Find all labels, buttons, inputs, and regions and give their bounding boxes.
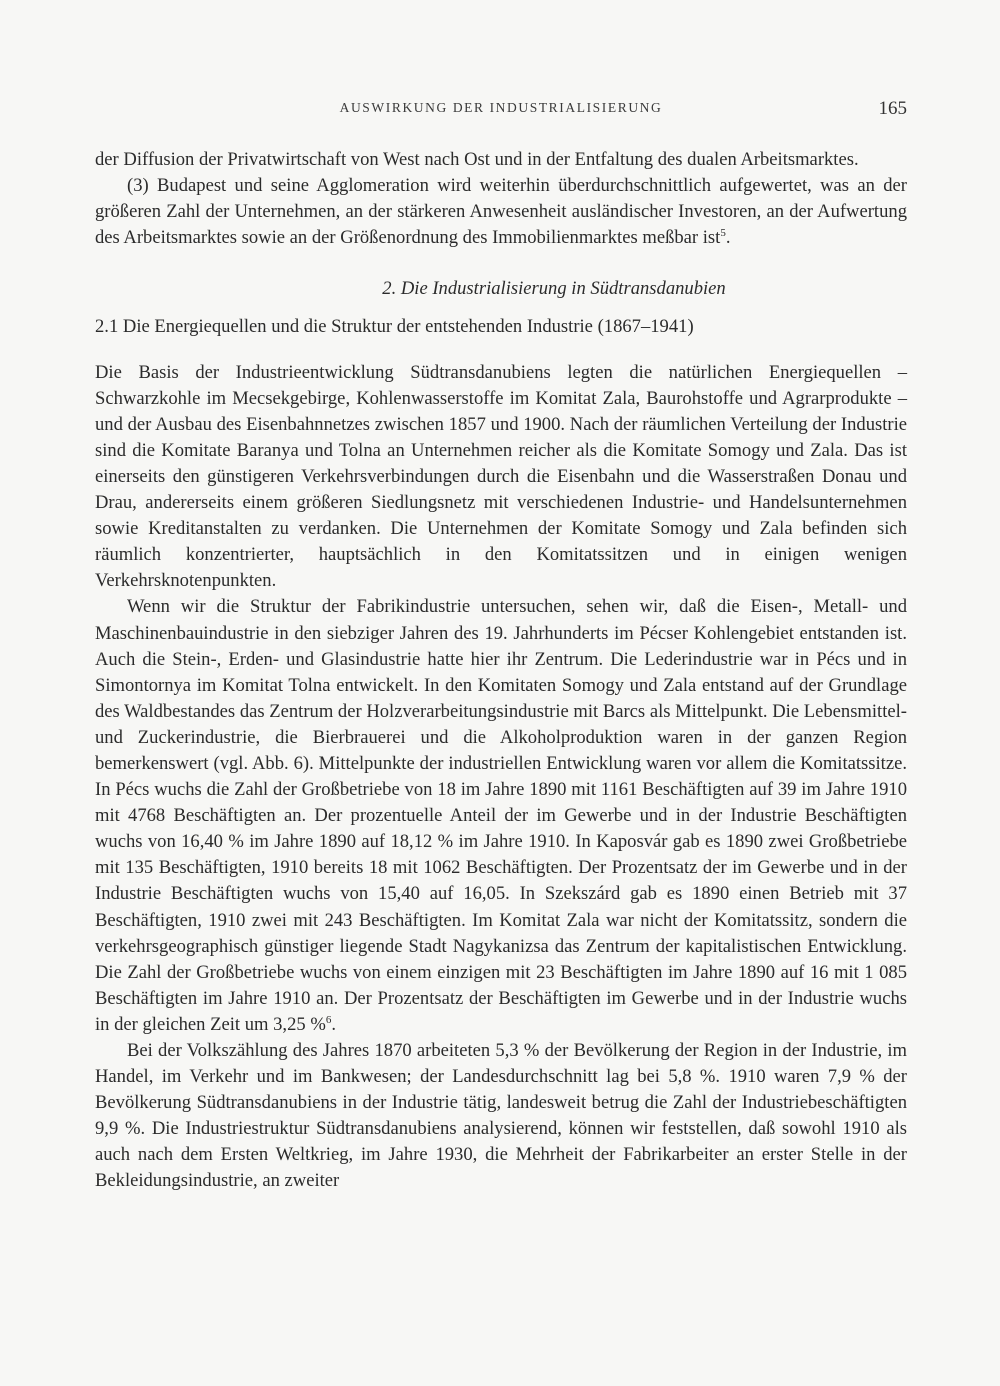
paragraph-4 — [95, 594, 907, 1038]
paragraph-1 — [95, 147, 907, 173]
subsection-heading: 2.1 Die Energiequellen und die Struktur der entstehenden Industrie (1867–1941) — [95, 316, 694, 338]
body-text — [95, 147, 907, 1195]
paragraph-5 — [95, 1038, 907, 1195]
paragraph-1-text: der Diffusion der Privatwirtschaft von West nach Ost und in der Entfaltung des dualen Arbeitsmarktes. — [95, 149, 859, 170]
running-title: AUSWIRKUNG DER INDUSTRIALISIERUNG — [339, 100, 663, 115]
paragraph-2-end: . — [725, 227, 731, 249]
page-number: 165 — [878, 98, 907, 119]
paragraph-2-text: (3) Budapest und seine Agglomeration wird weiterhin überdurchschnittlich aufgewertet, was an der größeren Zahl der Unternehmen, an der stärkeren Anwesenheit ausländischer Investoren, an der Aufwertung des Arbeitsmarktes sowie an der Größenordnung des Immobilienmarktes meßbar ist — [95, 175, 907, 249]
paragraph-3 — [95, 360, 907, 595]
paragraph-3-text: Die Basis der Industrieentwicklung Südtransdanubiens legten die natürlichen Energiequellen – Schwarzkohle im Mecsekgebirge, Kohlenwasserstoffe im Komitat Zala, Baurohstoffe und Agrarprodukte – und der Ausbau des Eisenbahnnetzes zwischen 1857 und 1900. Nach der räumlichen Verteilung der Industrie sind die Komitate Baranya und Tolna an Unternehmen reicher als die Komitate Somogy und Zala. Das ist einerseits den günstigeren Verkehrsverbindungen durch die Eisenbahn und die Wasserstraßen Donau und Drau, andererseits einem größeren Siedlungsnetz mit verschiedenen Industrie- und Handelsunternehmen sowie Kreditanstalten zu verdanken. Die Unternehmen der Komitate Somogy und Zala befinden sich räumlich konzentrierter, hauptsächlich in den Komitatssitzen und in einigen wenigen Verkehrsknotenpunkten. — [95, 361, 907, 592]
paragraph-2 — [95, 173, 907, 251]
running-header — [95, 98, 907, 122]
paragraph-5-text: Bei der Volkszählung des Jahres 1870 arbeiteten 5,3 % der Bevölkerung der Region in der Industrie, im Handel, im Verkehr und im Bankwesen; der Landesdurchschnitt lag bei 5,8 %. 1910 waren 7,9 % der Bevölkerung Südtransdanubiens in der Industrie tätig, landesweit betrug die Zahl der Industriebeschäftigten 9,9 %. Die Industriestruktur Südtransdanubiens analysierend, können wir feststellen, daß sowohl 1910 als auch nach dem Ersten Weltkrieg, im Jahre 1930, die Mehrheit der Fabrikarbeiter an erster Stelle in der Bekleidungsindustrie, an zweiter — [95, 1040, 907, 1192]
footnote-ref-5: 5 — [720, 227, 726, 240]
section-heading: 2. Die Industrialisierung in Südtransdanubien — [382, 278, 726, 300]
paragraph-4-text: Wenn wir die Struktur der Fabrikindustrie untersuchen, sehen wir, daß die Eisen-, Metall- und Maschinenbauindustrie in den siebziger Jahren des 19. Jahrhunderts im Pécser Kohlengebiet entstanden ist. Auch die Stein-, Erden- und Glasindustrie hatte hier ihr Zentrum. Die Lederindustrie war in Pécs und in Simontornya im Komitat Tolna entwickelt. In den Komitaten Somogy und Zala entstand auf der Grundlage des Waldbestandes das Zentrum der Holzverarbeitungsindustrie mit Barcs als Mittelpunkt. Die Lebensmittel- und Zuckerindustrie, die Bierbrauerei und die Alkoholproduktion waren in der ganzen Region bemerkenswert (vgl. Abb. 6). Mittelpunkte der industriellen Entwicklung waren vor allem die Komitatssitze. In Pécs wuchs die Zahl der Großbetriebe von 18 im Jahre 1890 mit 1161 Beschäftigten auf 39 im Jahre 1910 mit 4768 Beschäftigten an. Der prozentuelle Anteil der im Gewerbe und in der Industrie Beschäftigten wuchs von 16,40 % im Jahre 1890 auf 18,12 % im Jahre 1910. In Kaposvár gab es 1890 zwei Großbetriebe mit 135 Beschäftigten, 1910 bereits 18 mit 1062 Beschäftigten. Der Prozentsatz der im Gewerbe und in der Industrie Beschäftigten wuchs von 15,40 auf 16,05. In Szekszárd gab es 1890 einen Betrieb mit 37 Beschäftigten, 1910 zwei mit 243 Beschäftigten. Im Komitat Zala war nicht der Komitatssitz, sondern die verkehrsgeographisch günstiger liegende Stadt Nagykanizsa das Zentrum der kapitalistischen Entwicklung. Die Zahl der Großbetriebe wuchs von einem einzigen mit 23 Beschäftigten im Jahre 1890 auf 16 mit 1 085 Beschäftigten im Jahre 1910 an. Der Prozentsatz der Beschäftigten im Gewerbe und in der Industrie wuchs in der gleichen Zeit um 3,25 % — [95, 596, 907, 1035]
paragraph-4-end: . — [331, 1013, 336, 1035]
footnote-ref-6: 6 — [325, 1013, 332, 1026]
